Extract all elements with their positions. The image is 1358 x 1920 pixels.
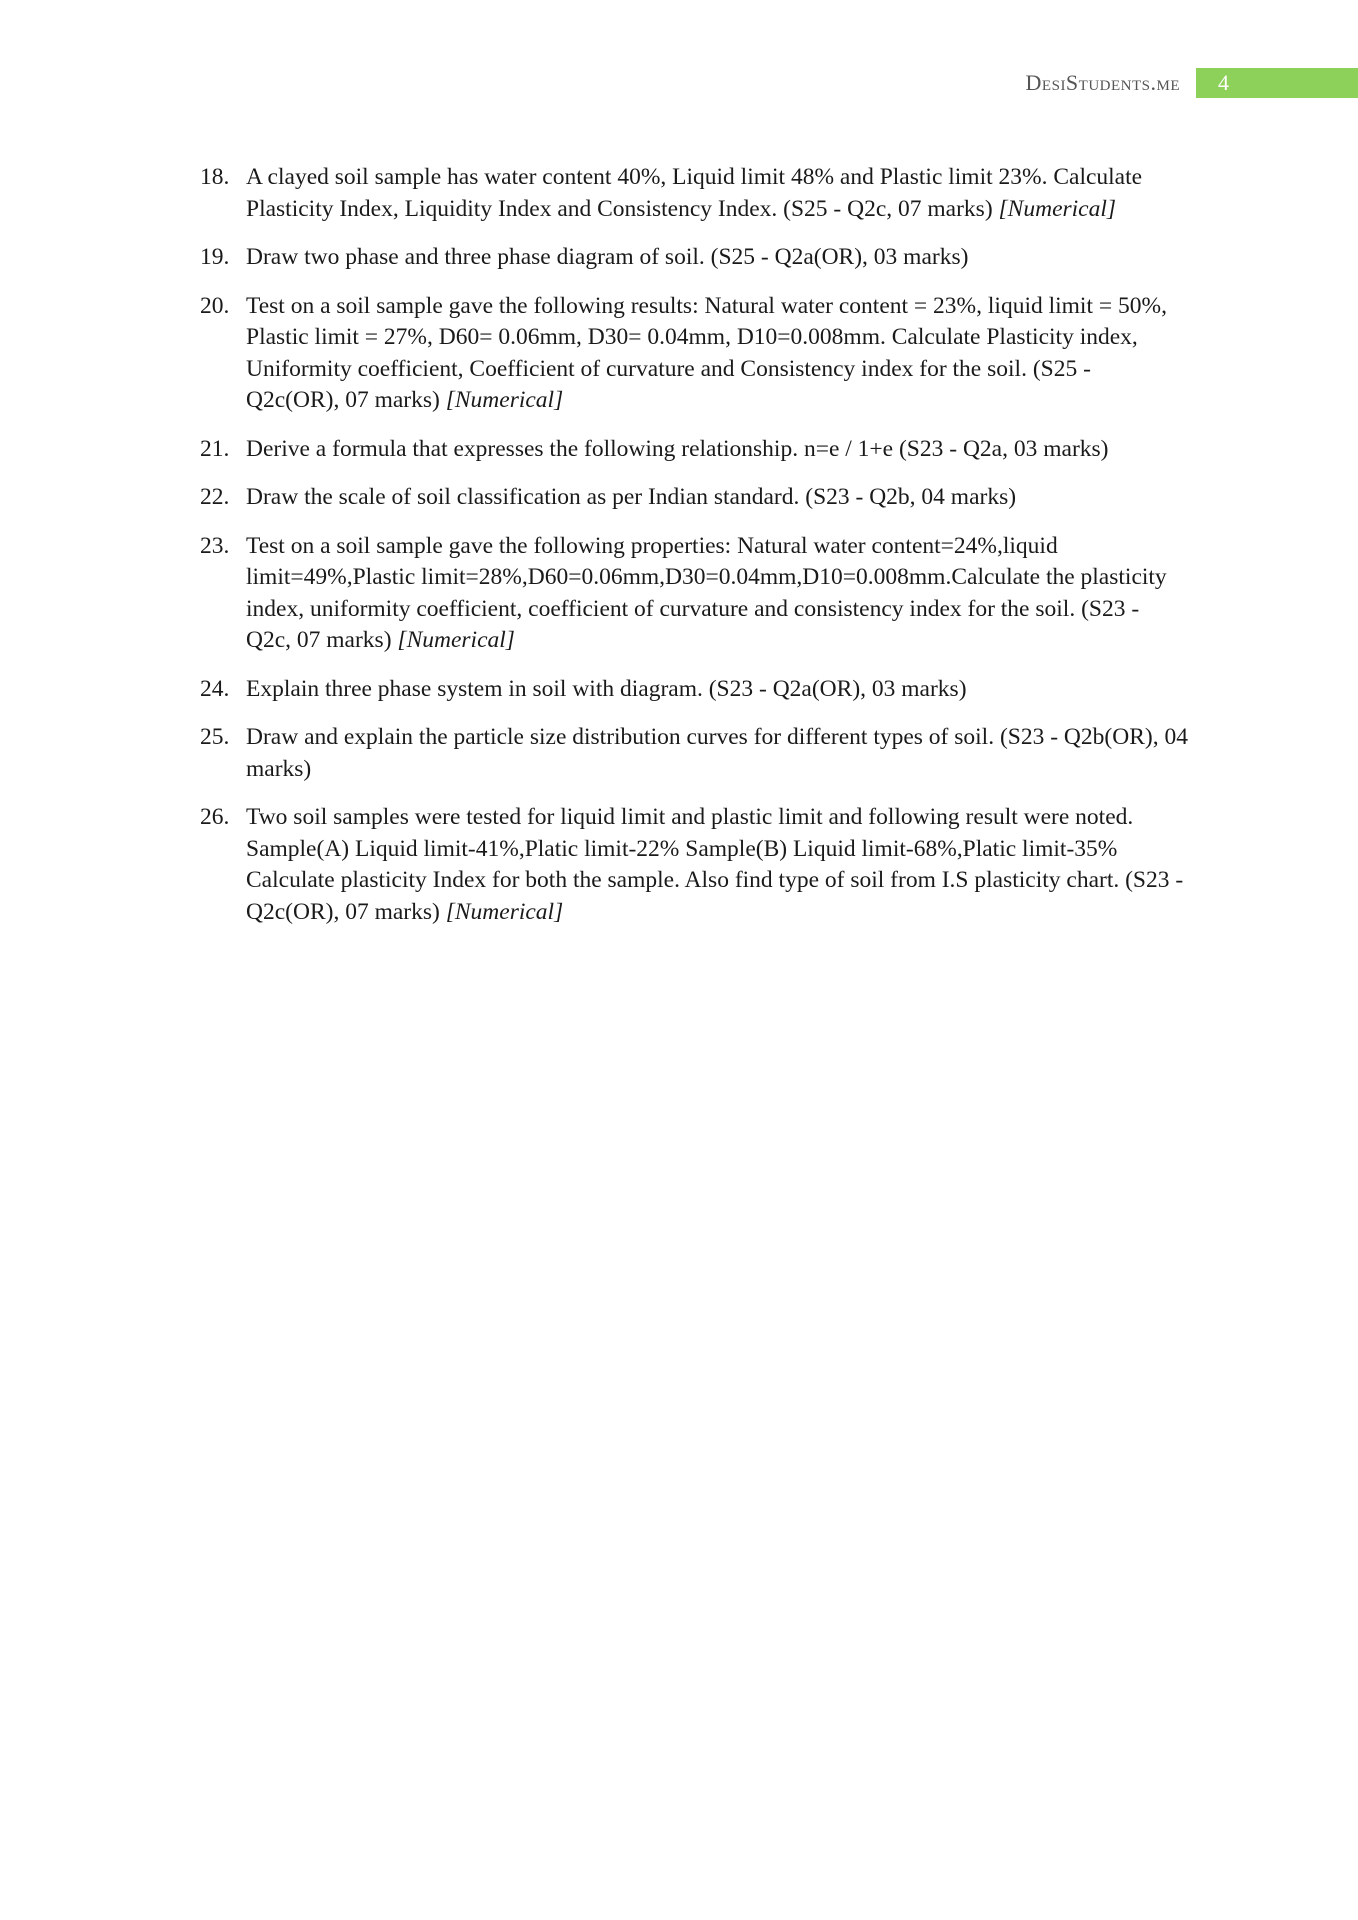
question-item — [200, 482, 1190, 514]
question-text — [246, 722, 1190, 785]
page-number: 4 — [1196, 68, 1358, 98]
question-item — [200, 722, 1190, 785]
question-item — [200, 291, 1190, 417]
question-item — [200, 162, 1190, 225]
question-number: 26. — [200, 804, 230, 830]
question-text — [246, 802, 1190, 928]
question-item — [200, 674, 1190, 706]
question-text — [246, 531, 1190, 657]
question-body: Two soil samples were tested for liquid limit and plastic limit and following result were noted. Sample(A) Liquid limit-41%,Platic limit-22% Sample(B) Liquid limit-68%,Platic limit-35% Calculate plasticity Index for both the sample. Also find type of soil from I.S plasticity chart. (S23 - Q2c(OR), 07 marks) — [246, 804, 1184, 925]
question-number: 24. — [200, 675, 230, 702]
site-name: DesiStudents.me — [1025, 70, 1180, 95]
question-text — [246, 482, 1190, 514]
question-text — [246, 291, 1190, 417]
question-body: Draw two phase and three phase diagram of soil. (S25 - Q2a(OR), 03 marks) — [246, 244, 969, 270]
question-item — [200, 242, 1190, 274]
question-body: Draw and explain the particle size distribution curves for different types of soil. (S23 - Q2b(OR), 04 marks) — [246, 724, 1188, 782]
question-body: A clayed soil sample has water content 40%, Liquid limit 48% and Plastic limit 23%. Calculate Plasticity Index, Liquidity Index and Consistency Index. (S25 - Q2c, 07 marks) — [246, 164, 1143, 222]
question-item — [200, 531, 1190, 657]
question-number: 23. — [200, 532, 230, 559]
question-number: 25. — [200, 724, 230, 750]
question-text — [246, 434, 1190, 466]
question-body: Test on a soil sample gave the following results: Natural water content = 23%, liquid limit = 50%, Plastic limit = 27%, D60= 0.06mm, D30= 0.04mm, D10=0.008mm. Calculate Plasticity index, Uniformity coefficient, Coefficient of curvature and Consistency index for the soil. (S25 - Q2c(OR), 07 marks) — [246, 292, 1167, 413]
question-body: Explain three phase system in soil with diagram. (S23 - Q2a(OR), 03 marks) — [246, 675, 967, 702]
question-item — [200, 434, 1190, 466]
question-body: Draw the scale of soil classification as per Indian standard. (S23 - Q2b, 04 marks) — [246, 484, 1017, 510]
question-body: Derive a formula that expresses the following relationship. n=e / 1+e (S23 - Q2a, 03 marks) — [246, 435, 1109, 462]
question-number: 22. — [200, 484, 230, 510]
question-number: 21. — [200, 435, 230, 462]
question-number: 20. — [200, 292, 230, 319]
question-item — [200, 802, 1190, 928]
question-tag: [Numerical] — [998, 195, 1117, 222]
question-tag: [Numerical] — [445, 387, 564, 413]
question-tag: [Numerical] — [445, 898, 564, 925]
question-text — [246, 674, 1190, 706]
question-tag: [Numerical] — [397, 627, 515, 653]
page-header — [1026, 68, 1358, 98]
question-number: 19. — [200, 244, 230, 270]
question-text — [246, 162, 1190, 225]
question-list — [200, 162, 1190, 945]
question-number: 18. — [200, 164, 230, 190]
question-body: Test on a soil sample gave the following properties: Natural water content=24%,liquid limit=49%,Plastic limit=28%,D60=0.06mm,D30=0.04mm,D10=0.008mm.Calculate the plasticity index, uniformity coefficient, coefficient of curvature and consistency index for the soil. (S23 - Q2c, 07 marks) — [246, 532, 1167, 653]
question-text — [246, 242, 1190, 274]
